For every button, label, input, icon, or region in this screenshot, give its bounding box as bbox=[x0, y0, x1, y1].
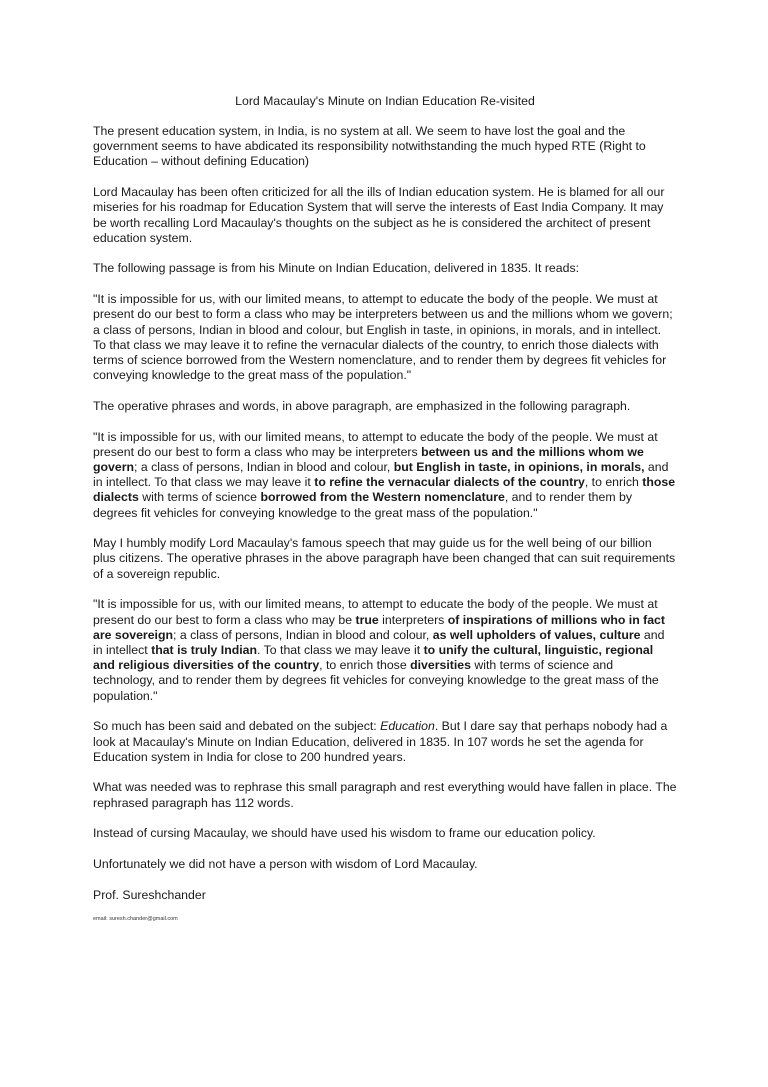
paragraph-modification-intro: May I humbly modify Lord Macaulay's famous speech that may guide us for the well being of our billion plus citizens. The operative phrases in the above paragraph have been changed that can suit requirements of a sovereign republic. bbox=[93, 536, 676, 581]
paragraph-rephrased-quote: "It is impossible for us, with our limited means, to attempt to educate the body of the people. We must at present do our best to form a class who may be true interpreters of inspirations of millions who in fact are sovereign; a class of persons, Indian in blood and colour, as well upholders of values, culture and in intellect that is truly Indian. To that class we may leave it to unify the cultural, linguistic, regional and religious diversities of the country, to enrich those diversities with terms of science and technology, and to render them by degrees fit vehicles for conveying knowledge to the great mass of the population." bbox=[93, 597, 665, 703]
paragraph-intro: The present education system, in India, is no system at all. We seem to have lost the goal and the government seems to have abdicated its responsibility notwithstanding the much hyped RTE (Right to Education – without defining Education) bbox=[93, 124, 646, 169]
paragraph-debate: So much has been said and debated on the subject: Education. But I dare say that perhaps nobody had a look at Macaulay's Minute on Indian Education, delivered in 1835. In 107 words he set the agenda for Education system in India for close to 200 hundred years. bbox=[93, 719, 668, 764]
paragraph-original-quote: "It is impossible for us, with our limited means, to attempt to educate the body of the people. We must at present do our best to form a class who may be interpreters between us and the millions whom we govern; a class of persons, Indian in blood and colour, but English in taste, in opinions, in morals, and in intellect. To that class we may leave it to refine the vernacular dialects of the country, to enrich those dialects with terms of science borrowed from the Western nomenclature, and to render them by degrees fit vehicles for conveying knowledge to the great mass of the population." bbox=[93, 292, 673, 383]
author-email: email: suresh.chander@gmail.com bbox=[93, 915, 178, 922]
paragraph-emphasis-intro: The operative phrases and words, in above paragraph, are emphasized in the following paragraph. bbox=[93, 398, 631, 413]
paragraph-rephrase-need: What was needed was to rephrase this small paragraph and rest everything would have fallen in place. The rephrased paragraph has 112 words. bbox=[93, 780, 677, 810]
paragraph-emphasized-quote: "It is impossible for us, with our limited means, to attempt to educate the body of the people. We must at present do our best to form a class who may be interpreters between us and the millions whom we govern; a class of persons, Indian in blood and colour, but English in taste, in opinions, in morals, and in intellect. To that class we may leave it to refine the vernacular dialects of the country, to enrich those dialects with terms of science borrowed from the Western nomenclature, and to render them by degrees fit vehicles for conveying knowledge to the great mass of the population." bbox=[93, 429, 676, 520]
paragraph-passage-intro: The following passage is from his Minute on Indian Education, delivered in 1835. It reads: bbox=[93, 261, 580, 276]
author-signature: Prof. Sureshchander bbox=[93, 887, 206, 902]
paragraph-macaulay-criticism: Lord Macaulay has been often criticized for all the ills of Indian education system. He is blamed for all our miseries for his roadmap for Education System that will serve the interests of East India Company. It may be worth recalling Lord Macaulay's thoughts on the subject as he is considered the architect of present education system. bbox=[93, 185, 665, 245]
document-page bbox=[93, 93, 677, 923]
document-title: Lord Macaulay's Minute on Indian Education Re-visited bbox=[235, 94, 535, 108]
paragraph-conclusion: Unfortunately we did not have a person with wisdom of Lord Macaulay. bbox=[93, 857, 478, 872]
paragraph-wisdom: Instead of cursing Macaulay, we should have used his wisdom to frame our education policy. bbox=[93, 826, 596, 841]
